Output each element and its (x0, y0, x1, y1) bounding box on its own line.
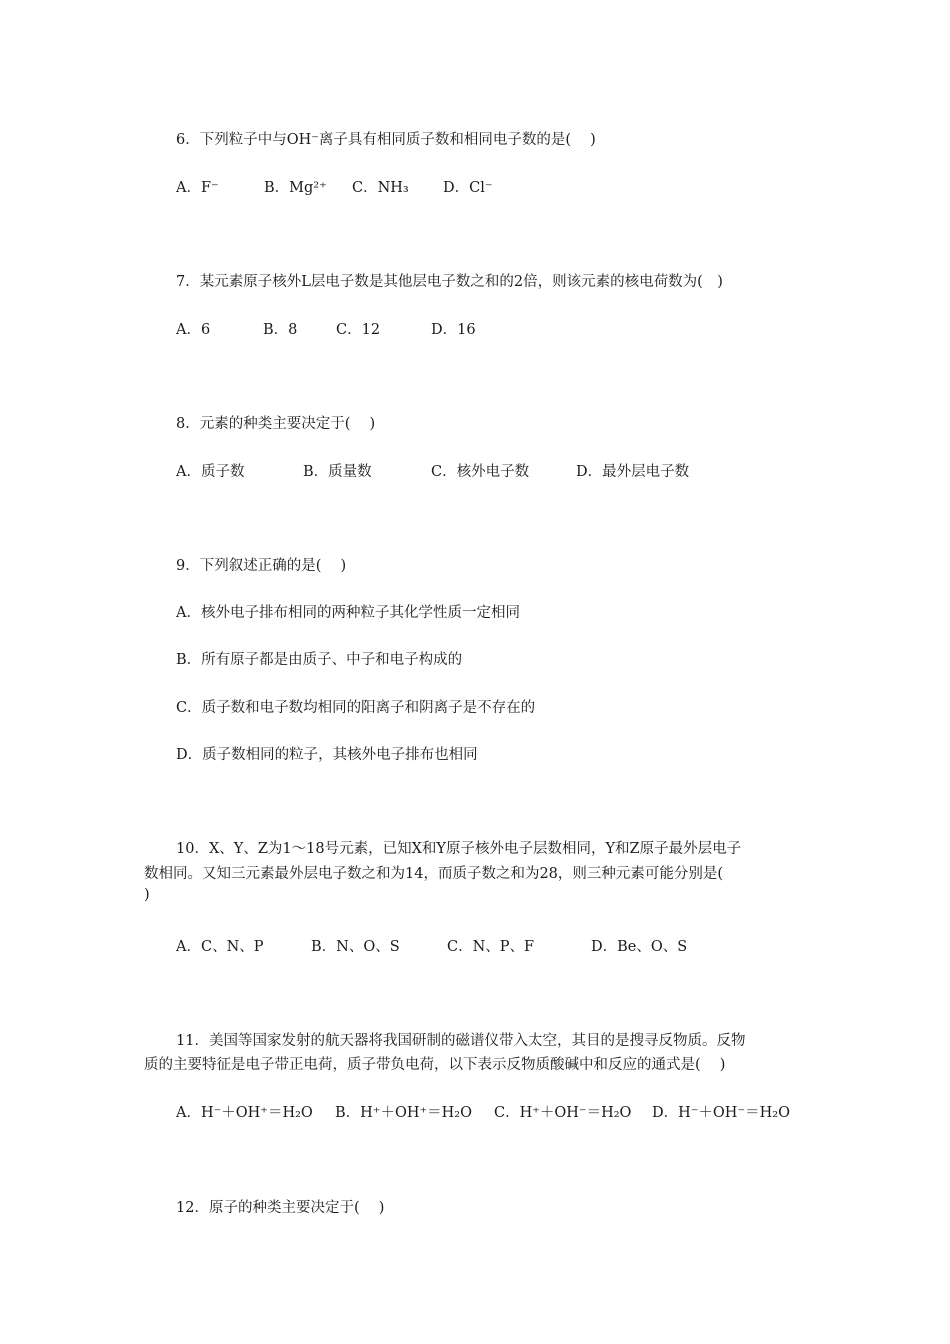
question-10-stem-line-1: 10．X、Y、Z为1～18号元素，已知X和Y原子核外电子层数相同，Y和Z原子最外层电子 (176, 841, 742, 857)
question-9-stem: 9．下列叙述正确的是( ) (176, 558, 347, 574)
q10-option-b: B．N、O、S (311, 939, 400, 955)
q10-option-a: A．C、N、P (176, 939, 264, 955)
question-8-stem: 8．元素的种类主要决定于( ) (176, 416, 376, 432)
q11-option-c: C．H⁺＋OH⁻＝H₂O (494, 1105, 632, 1121)
q7-option-b: B．8 (263, 322, 298, 338)
q9-option-b: B．所有原子都是由质子、中子和电子构成的 (176, 652, 463, 668)
question-10-stem-line-2: 数相同。又知三元素最外层电子数之和为14，而质子数之和为28，则三种元素可能分别是( (144, 866, 724, 882)
question-12-stem: 12．原子的种类主要决定于( ) (176, 1200, 385, 1216)
q10-option-c: C．N、P、F (447, 939, 535, 955)
q6-option-c: C．NH₃ (352, 180, 409, 196)
q11-option-b: B．H⁺＋OH⁺＝H₂O (335, 1105, 472, 1121)
q7-option-d: D．16 (431, 322, 476, 338)
q11-option-d: D．H⁻＋OH⁻＝H₂O (652, 1105, 790, 1121)
q6-option-b: B．Mg²⁺ (264, 180, 327, 196)
q11-option-a: A．H⁻＋OH⁺＝H₂O (176, 1105, 313, 1121)
question-11-stem-line-1: 11．美国等国家发射的航天器将我国研制的磁谱仪带入太空，其目的是搜寻反物质。反物 (176, 1033, 746, 1049)
q8-option-a: A．质子数 (176, 464, 245, 480)
q7-option-a: A．6 (176, 322, 211, 338)
q6-option-a: A．F⁻ (176, 180, 219, 196)
q10-option-d: D．Be、O、S (591, 939, 688, 955)
q7-option-c: C．12 (336, 322, 381, 338)
question-7-stem: 7．某元素原子核外L层电子数是其他层电子数之和的2倍，则该元素的核电荷数为( ) (176, 274, 723, 290)
q8-option-d: D．最外层电子数 (576, 464, 690, 480)
question-11-stem-line-2: 质的主要特征是电子带正电荷，质子带负电荷，以下表示反物质酸碱中和反应的通式是( ) (144, 1057, 726, 1073)
question-10-stem-line-3: ) (144, 887, 150, 903)
question-6-stem: 6．下列粒子中与OH⁻离子具有相同质子数和相同电子数的是( ) (176, 132, 596, 148)
q9-option-c: C．质子数和电子数均相同的阳离子和阴离子是不存在的 (176, 700, 536, 716)
q9-option-a: A．核外电子排布相同的两种粒子其化学性质一定相同 (176, 605, 520, 621)
q9-option-d: D．质子数相同的粒子，其核外电子排布也相同 (176, 747, 478, 763)
q6-option-d: D．Cl⁻ (443, 180, 493, 196)
q8-option-b: B．质量数 (303, 464, 372, 480)
q8-option-c: C．核外电子数 (431, 464, 530, 480)
